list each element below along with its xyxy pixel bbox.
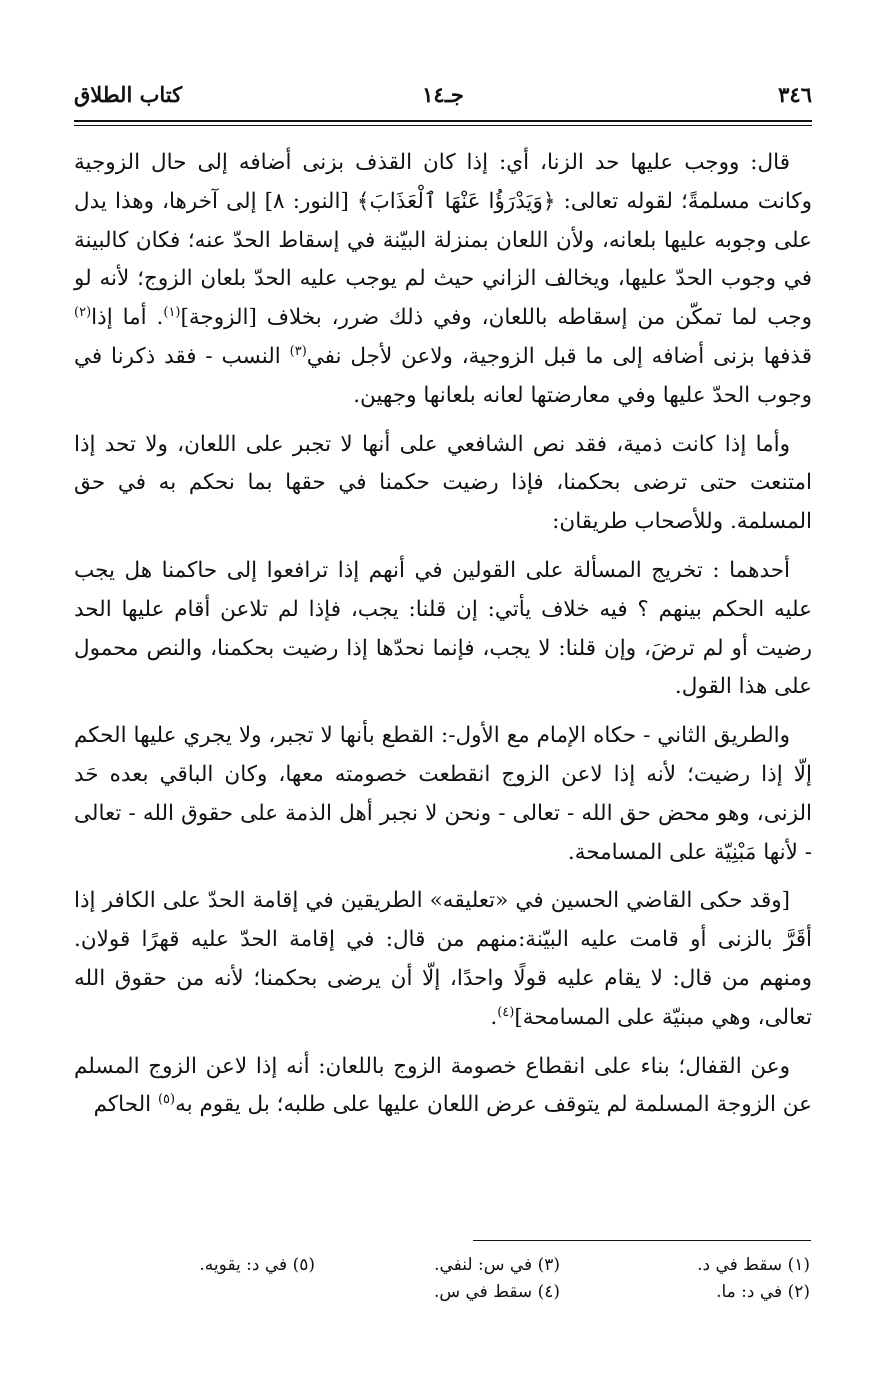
paragraph-5 xyxy=(74,882,812,1037)
page-number: ٣٤٦ xyxy=(778,82,812,107)
body-text xyxy=(74,144,812,1125)
footnote-1: (١) سقط في د. xyxy=(697,1255,810,1275)
footnote-ref-5: (٥) xyxy=(157,1092,176,1108)
paragraph-1 xyxy=(74,144,812,416)
paragraph-5-text-a: [وقد حكى القاضي الحسين في «تعليقه» الطريقين في إقامة الحدّ على الكافر إذا أقَرَّ بالزنى أو قامت عليه البيّنة:منهم من قال: في إقامة الحدّ عليه قهرًا قولان. ومنهم من قال: لا يقام عليه قولًا واحدًا، إلّا أن يرضى بحكمنا؛ لأنه من حقوق الله تعالى، وهي مبنيّة على المسامحة] xyxy=(74,888,812,1030)
paragraph-1-text-d: النسب - فقد ذكرنا في وجوب الحدّ عليها وفي معارضتها لعانه بلعانها وجهين. xyxy=(74,343,812,408)
footnote-2: (٢) في د: ما. xyxy=(716,1282,810,1302)
book-title: كتاب الطلاق xyxy=(74,82,183,107)
paragraph-1-text-a: قال: ووجب عليها حد الزنا، أي: إذا كان القذف بزنى أضافه إلى حال الزوجية وكانت مسلمةً؛ لقوله تعالى: ﴿وَيَدْرَؤُا عَنْهَا ٱلْعَذَابَ﴾ [النور: ٨] إلى آخرها، وهذا يدل على وجوبه عليها بلعانه، ولأن اللعان بمنزلة البيّنة في إسقاط الحدّ عنه؛ فكان كالبينة في وجوب الحدّ عليها، ويخالف الزاني حيث لم يوجب عليه الحدّ بلعان الزوج؛ لأنه لو وجب لما تمكّن من إسقاطه باللعان، وفي ذلك ضرر، بخلاف [الزوجة] xyxy=(74,150,812,331)
paragraph-5-text-b: . xyxy=(490,1004,498,1030)
paragraph-4: والطريق الثاني - حكاه الإمام مع الأول-: القطع بأنها لا تجبر، ولا يجري عليها الحكم إلّا إذا رضيت؛ لأنه إذا لاعن الزوج انقطعت خصومته معها، وكان الباقي بعده حَد الزنى، وهو محض حق الله - تعالى - ونحن لا نجبر أهل الذمة على حقوق الله - تعالى - لأنها مَبْنِيّة على المسامحة. xyxy=(74,723,812,865)
footnote-ref-1: (١) xyxy=(163,305,181,321)
footnote-5: (٥) في د: يقويه. xyxy=(199,1255,315,1275)
paragraph-3: أحدهما : تخريج المسألة على القولين في أنهم إذا ترافعوا إلى حاكمنا هل يجب عليه الحكم بينهم ؟ فيه خلاف يأتي: إن قلنا: يجب، فإذا لم تلاعن أقام عليها الحد رضيت أو لم ترضَ، وإن قلنا: لا يجب، فإنما نحدّها إذا رضيت بحكمنا، والنص محمول على هذا القول. xyxy=(74,557,812,700)
paragraph-1-text-c: قذفها بزنى أضافه إلى ما قبل الزوجية، ولاعن لأجل نفي xyxy=(306,343,812,369)
paragraph-1-text-b: . أما إذا xyxy=(91,305,164,331)
paragraph-6-text-a: وعن القفال؛ بناء على انقطاع خصومة الزوج باللعان: أنه إذا لاعن الزوج المسلم عن الزوجة المسلمة لم يتوقف عرض اللعان عليها على طلبه؛ بل يقوم به xyxy=(74,1053,812,1118)
paragraph-6 xyxy=(74,1048,812,1126)
paragraph-6-text-b: الحاكم xyxy=(93,1092,158,1118)
volume-label: جـ١٤ xyxy=(422,82,464,107)
footnote-3: (٣) في س: لنفي. xyxy=(434,1255,560,1275)
header-rule-thick xyxy=(74,120,812,122)
footnote-ref-4: (٤) xyxy=(497,1004,515,1020)
paragraph-2: وأما إذا كانت ذمية، فقد نص الشافعي على أنها لا تجبر على اللعان، ولا تحد إذا امتنعت حتى ترضى بحكمنا، فإذا رضيت حكمنا في حقها بما نحكم به في حق المسلمة. وللأصحاب طريقان: xyxy=(74,431,812,535)
footnote-ref-3: (٣) xyxy=(289,343,307,359)
footnote-4: (٤) سقط في س. xyxy=(433,1282,560,1302)
footnote-rule xyxy=(473,1240,811,1241)
running-header xyxy=(74,82,812,112)
header-rule-thin xyxy=(74,125,812,126)
footnote-ref-2: (٢) xyxy=(74,305,92,321)
